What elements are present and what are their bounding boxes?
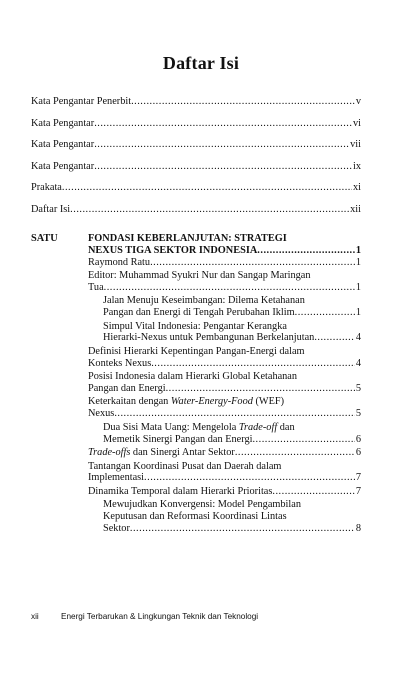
toc-entry: Trade-offs dan Sinergi Antar Sektor ..... 6 — [88, 447, 361, 459]
toc-entry — [31, 118, 361, 140]
chapter-title-page: 1 — [355, 244, 361, 256]
footer-page-number: xii — [31, 612, 39, 621]
dot-leader — [295, 307, 355, 319]
toc-subentry: Memetik Sinergi Pangan dan Energi ..... 6 — [88, 434, 361, 446]
toc-subentry: Sektor ..... 8 — [88, 523, 361, 535]
toc-entry: Posisi Indonesia dalam Hierarki Global Ketahanan — [88, 371, 298, 383]
dot-leader — [272, 486, 354, 498]
page-title: Daftar Isi — [162, 53, 240, 73]
chapter-title-line: FONDASI KEBERLANJUTAN: STRATEGI — [88, 233, 287, 244]
toc-subentry: Jalan Menuju Keseimbangan: Dilema Ketahanan — [103, 295, 305, 307]
toc-entry-page: xi — [352, 182, 361, 194]
toc-subentry: Keputusan dan Reformasi Koordinasi Lintas — [103, 511, 287, 523]
toc-entry: Dinamika Temporal dalam Hierarki Prioritas ..... 7 — [88, 486, 361, 498]
dot-leader — [150, 257, 355, 269]
toc-entry — [31, 204, 361, 226]
toc-entry-page: vii — [350, 139, 361, 151]
toc-entry-label: Kata Pengantar — [31, 139, 95, 151]
dot-leader — [62, 182, 352, 193]
toc-entry-label: Daftar Isi — [31, 203, 71, 215]
dot-leader — [151, 358, 355, 370]
toc-entry — [31, 182, 361, 204]
front-matter-list — [31, 96, 361, 226]
dot-leader — [130, 523, 355, 535]
dot-leader — [144, 472, 355, 484]
toc-entry: Nexus ..... 5 — [88, 408, 361, 420]
dot-leader — [114, 408, 355, 420]
toc-entry: Keterkaitan dengan Water-Energy-Food (WEF) — [88, 396, 285, 408]
toc-subentry: Hierarki-Nexus untuk Pembangunan Berkelanjutan ..... 4 — [88, 332, 361, 344]
toc-entry-label: Prakata — [31, 182, 62, 194]
toc-entry-label: Kata Pengantar — [31, 117, 95, 129]
toc-entry — [31, 96, 361, 118]
toc-subentry: Simpul Vital Indonesia: Pengantar Kerangka — [103, 320, 287, 332]
dot-leader — [70, 204, 349, 215]
toc-entry — [31, 161, 361, 183]
toc-entry: Konteks Nexus ..... 4 — [88, 358, 361, 370]
dot-leader — [104, 282, 355, 294]
toc-entry: Definisi Hierarki Kepentingan Pangan-Energi dalam — [88, 345, 305, 357]
dot-leader — [314, 332, 355, 344]
footer-book-title: Energi Terbarukan & Lingkungan Teknik dan Teknologi — [61, 612, 259, 621]
dot-leader — [131, 96, 355, 107]
dot-leader — [166, 383, 355, 395]
chapter-author: Raymond Ratu ..... 1 — [88, 257, 361, 269]
toc-subentry: Mewujudkan Konvergensi: Model Pengambilan — [103, 499, 301, 511]
toc-entry-page: vi — [352, 117, 361, 129]
dot-leader — [94, 139, 349, 150]
dot-leader — [252, 434, 354, 446]
chapter-editor: Editor: Muhammad Syukri Nur dan Sangap Maringan — [88, 270, 311, 282]
toc-subentry: Dua Sisi Mata Uang: Mengelola Trade-off dan — [103, 421, 295, 433]
toc-entry-page: ix — [352, 160, 361, 172]
chapter-editor: Tua ..... 1 — [88, 282, 361, 294]
toc-entry-label: Kata Pengantar Penerbit — [31, 96, 132, 107]
chapter-number: SATU — [31, 233, 58, 244]
toc-entry: Implementasi ..... 7 — [88, 472, 361, 484]
dot-leader — [94, 118, 352, 129]
chapter-entries — [88, 233, 361, 535]
toc-subentry: Pangan dan Energi di Tengah Perubahan Iklim ..... 1 — [88, 307, 361, 319]
toc-entry-page: xii — [350, 203, 361, 215]
toc-entry: Pangan dan Energi ..... 5 — [88, 383, 361, 395]
dot-leader — [235, 447, 355, 459]
toc-entry: Tantangan Koordinasi Pusat dan Daerah dalam — [88, 460, 282, 472]
dot-leader — [257, 245, 355, 257]
toc-entry-label: Kata Pengantar — [31, 160, 95, 172]
dot-leader — [94, 161, 352, 172]
chapter-title-line: NEXUS TIGA SEKTOR INDONESIA ..... 1 — [88, 245, 361, 257]
toc-entry — [31, 139, 361, 161]
toc-entry-page: v — [355, 96, 361, 107]
